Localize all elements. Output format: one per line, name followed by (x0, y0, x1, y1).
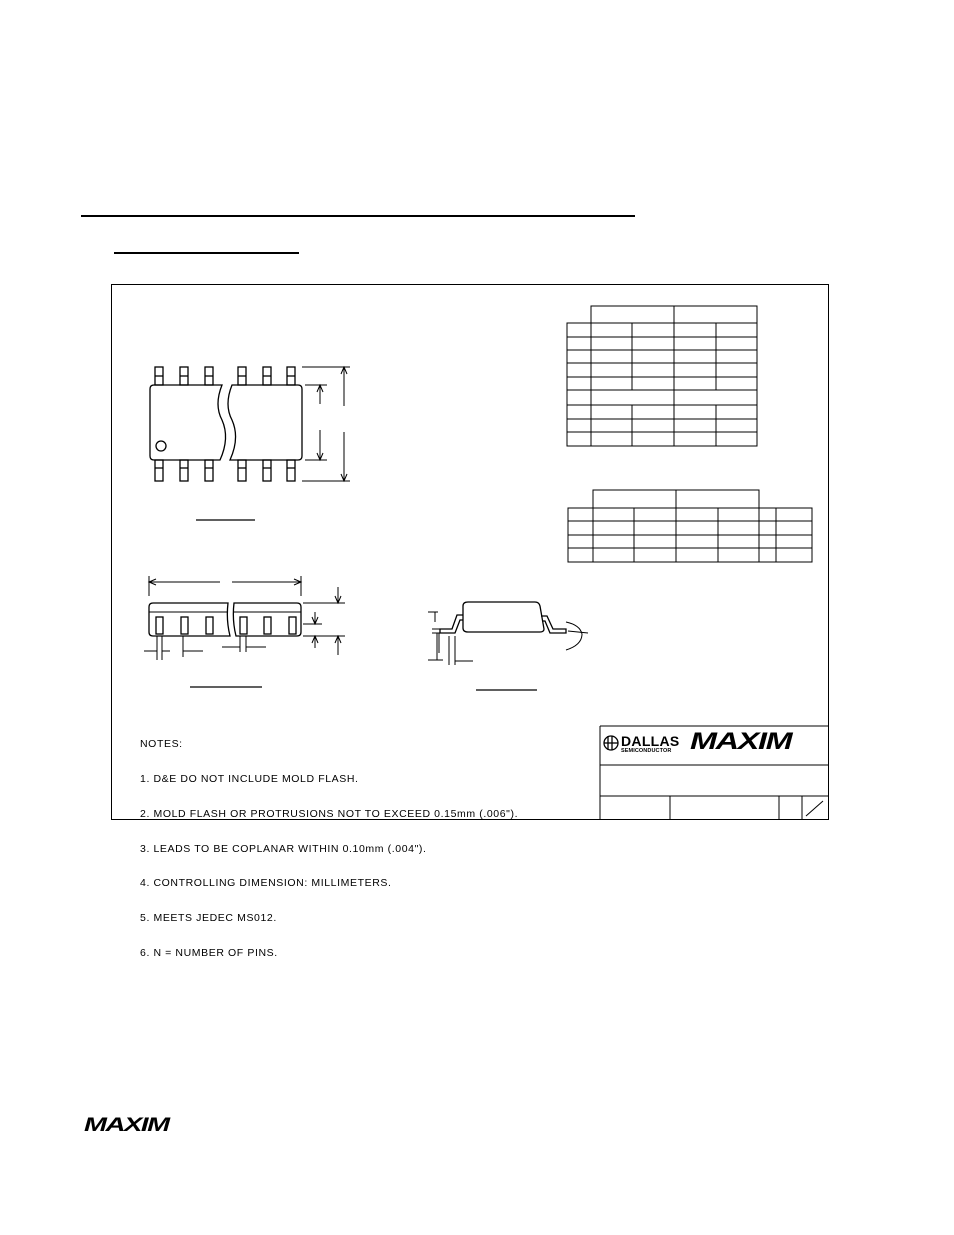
dallas-logo-mark (604, 736, 618, 750)
end-view (428, 602, 588, 665)
maxim-logo-title-block: MAXIM (690, 728, 792, 755)
side-view (144, 576, 345, 660)
note-1: 1. D&E DO NOT INCLUDE MOLD FLASH. (140, 772, 359, 785)
drawing-notes (140, 716, 518, 971)
dallas-semiconductor-label: SEMICONDUCTOR (621, 748, 672, 754)
dallas-logo: DALLAS (621, 733, 680, 749)
note-5: 5. MEETS JEDEC MS012. (140, 912, 277, 925)
note-3: 3. LEADS TO BE COPLANAR WITHIN 0.10mm (.004"). (140, 842, 427, 855)
note-2: 2. MOLD FLASH OR PROTRUSIONS NOT TO EXCEED 0.15mm (.006"). (140, 807, 519, 820)
notes-heading: NOTES: (140, 738, 183, 751)
dimension-table-1 (567, 306, 757, 446)
dimension-table-2 (568, 490, 812, 562)
maxim-logo-footer: MAXIM (84, 1115, 169, 1136)
note-4: 4. CONTROLLING DIMENSION: MILLIMETERS. (140, 877, 392, 890)
top-view (150, 367, 350, 481)
note-6: 6. N = NUMBER OF PINS. (140, 946, 278, 959)
